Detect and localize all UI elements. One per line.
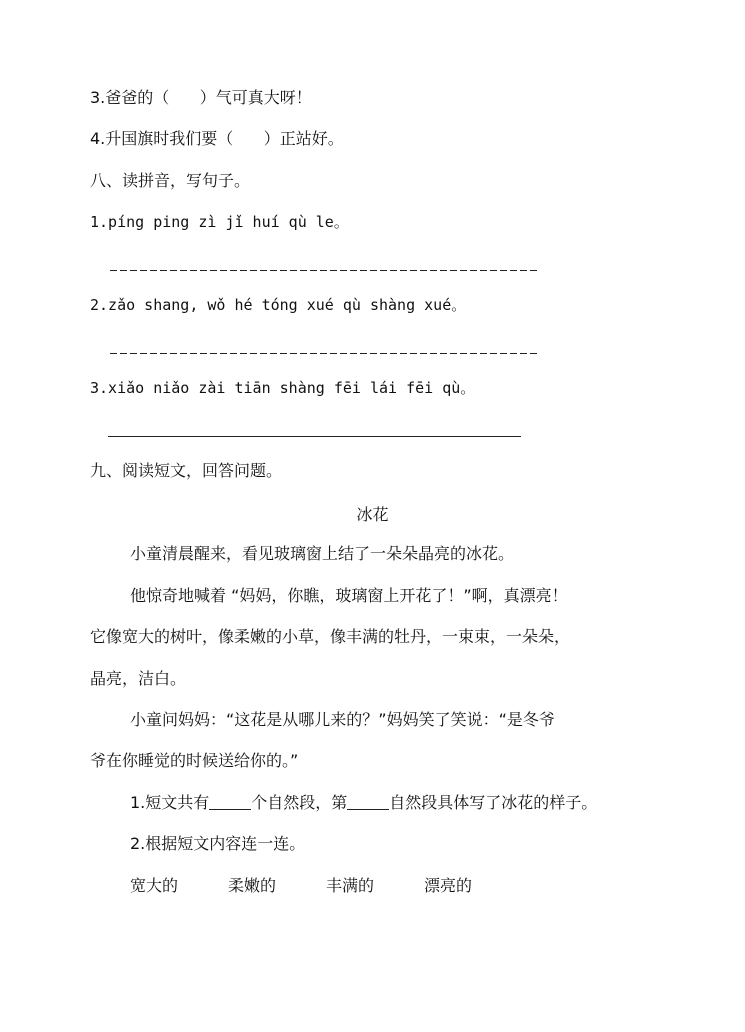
comprehension-question-1 bbox=[130, 792, 597, 814]
answer-line-1[interactable] bbox=[110, 270, 538, 271]
word-3[interactable]: 丰满的 bbox=[326, 876, 375, 895]
passage-paragraph-1: 小童清晨醒来，看见玻璃窗上结了一朵朵晶亮的冰花。 bbox=[130, 544, 515, 563]
pinyin-item-3: 3.xiǎo niǎo zài tiān shàng fēi lái fēi qù。 bbox=[90, 379, 476, 397]
section-8-heading: 八、读拼音，写句子。 bbox=[90, 171, 251, 190]
comprehension-question-2: 2.根据短文内容连一连。 bbox=[130, 834, 306, 853]
q1-part-2: 个自然段，第 bbox=[251, 793, 348, 812]
passage-paragraph-3: 小童问妈妈：“这花是从哪儿来的？”妈妈笑了笑说：“是冬爷 bbox=[130, 710, 555, 729]
answer-line-2[interactable] bbox=[110, 353, 538, 354]
word-4[interactable]: 漂亮的 bbox=[424, 876, 473, 895]
question-3: 3.爸爸的（ ）气可真大呀！ bbox=[90, 88, 312, 107]
section-9-heading: 九、阅读短文，回答问题。 bbox=[90, 461, 283, 480]
answer-line-3[interactable] bbox=[108, 436, 521, 437]
passage-title: 冰花 bbox=[356, 505, 389, 524]
pinyin-item-1: 1.píng ping zì jǐ huí qù le。 bbox=[90, 213, 349, 231]
q1-part-3: 自然段具体写了冰花的样子。 bbox=[389, 793, 598, 812]
passage-paragraph-3-cont: 爷在你睡觉的时候送给你的。” bbox=[90, 751, 299, 770]
blank-paragraph-count[interactable] bbox=[209, 793, 251, 810]
word-2[interactable]: 柔嫩的 bbox=[228, 876, 277, 895]
word-1[interactable]: 宽大的 bbox=[130, 876, 179, 895]
passage-paragraph-2-cont: 它像宽大的树叶，像柔嫩的小草，像丰满的牡丹，一束束，一朵朵， bbox=[90, 627, 571, 646]
matching-words-row bbox=[130, 875, 472, 897]
passage-paragraph-2: 他惊奇地喊着 “妈妈，你瞧，玻璃窗上开花了！”啊，真漂亮！ bbox=[130, 586, 568, 605]
question-4: 4.升国旗时我们要（ ）正站好。 bbox=[90, 129, 344, 148]
pinyin-item-2: 2.zǎo shang, wǒ hé tóng xué qù shàng xué。 bbox=[90, 296, 467, 314]
passage-paragraph-2-end: 晶亮，洁白。 bbox=[90, 669, 187, 688]
q1-part-1: 1.短文共有 bbox=[130, 793, 210, 812]
blank-paragraph-number[interactable] bbox=[347, 793, 389, 810]
